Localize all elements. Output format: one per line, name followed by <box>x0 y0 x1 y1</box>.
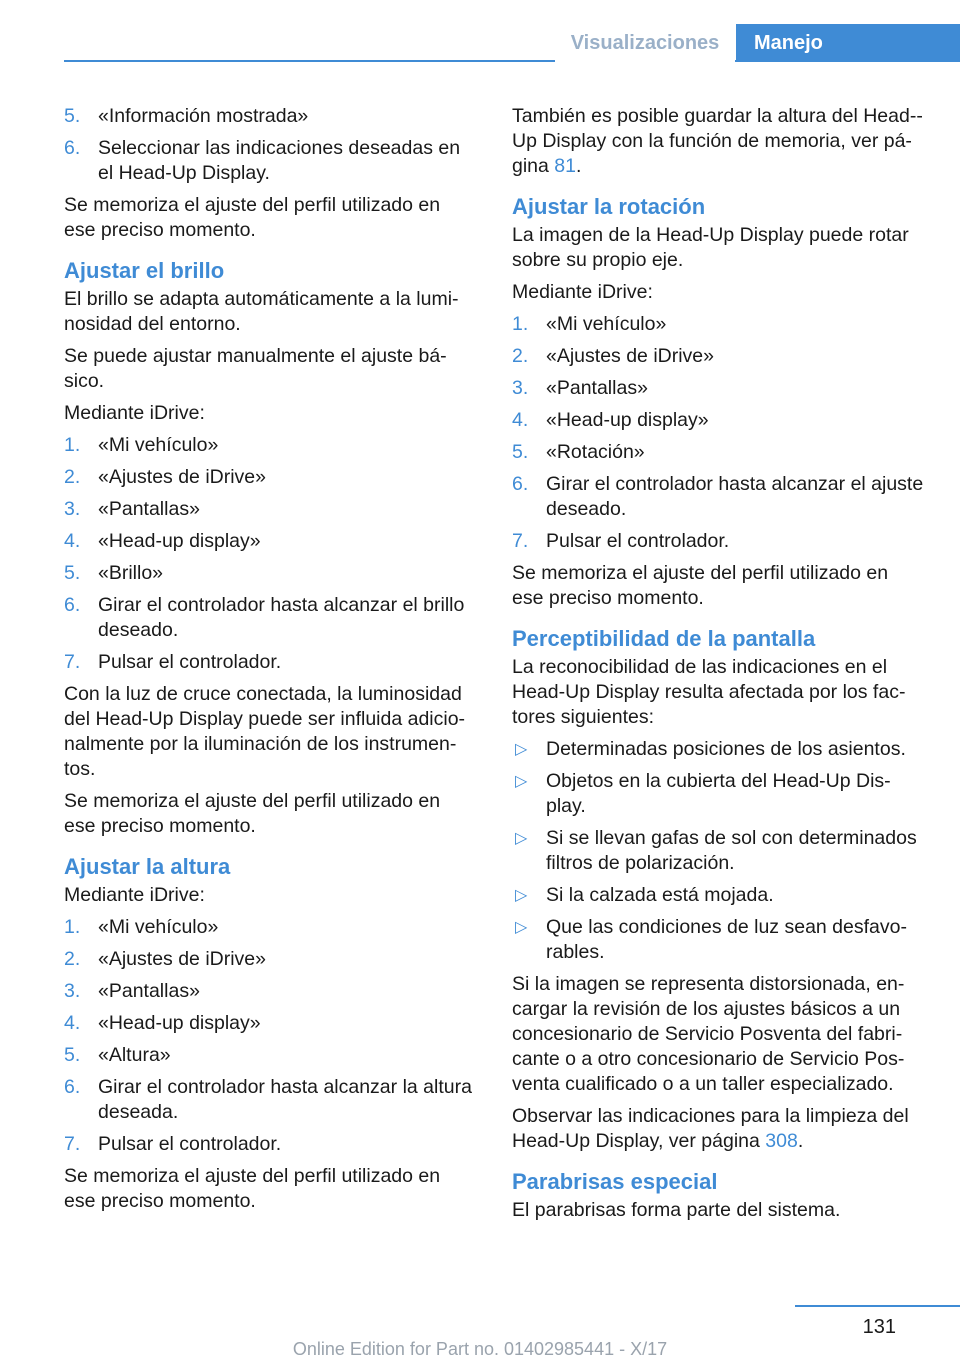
list-item: 4. «Head-up display» <box>64 530 261 552</box>
list-item: 1. «Mi vehículo» <box>64 916 219 938</box>
page-link-308[interactable]: 308 <box>765 1130 798 1152</box>
paragraph: También es posible guardar la altura del Head--Up Display con la función de memoria, ver pá-gina 81. <box>512 105 923 177</box>
paragraph: Mediante iDrive: <box>64 402 205 424</box>
paragraph: La reconocibilidad de las indicaciones en el Head-Up Display resulta afectada por los fac-tores siguientes: <box>512 656 906 728</box>
list-item: 4. «Head-up display» <box>64 1012 261 1034</box>
list-item: 6. Girar el controlador hasta alcanzar el ajuste deseado. <box>512 473 924 520</box>
list-item: 5. «Altura» <box>64 1044 171 1066</box>
list-item: 7. Pulsar el controlador. <box>64 1133 282 1155</box>
triangle-bullet-icon: ▷ <box>515 773 528 790</box>
paragraph: Mediante iDrive: <box>512 281 653 303</box>
list-item: 5. «Rotación» <box>512 441 645 463</box>
paragraph: Mediante iDrive: <box>64 884 205 906</box>
heading-ajustar-rotacion: Ajustar la rotación <box>512 194 706 219</box>
paragraph: Con la luz de cruce conectada, la luminosidad del Head-Up Display puede ser influida adicio-nalmente por la iluminación de los instrumen-tos. <box>64 683 466 780</box>
list-item: 3. «Pantallas» <box>64 980 200 1002</box>
top-steps-list <box>64 104 476 186</box>
triangle-bullet-icon: ▷ <box>515 887 528 904</box>
list-item: ▷ Si la calzada está mojada. <box>515 884 774 906</box>
list-item: ▷ Que las condiciones de luz sean desfavo-rables. <box>515 916 907 963</box>
list-item: 6. Seleccionar las indicaciones deseadas en el Head-Up Display. <box>64 137 461 184</box>
section-tab-manejo[interactable]: Manejo <box>736 24 960 62</box>
brillo-steps-list <box>64 433 476 675</box>
heading-parabrisas-especial: Parabrisas especial <box>512 1169 718 1194</box>
list-item: 5. «Brillo» <box>64 562 164 584</box>
factors-bullet-list <box>512 737 924 965</box>
list-item: 6. Girar el controlador hasta alcanzar el brillo deseado. <box>64 594 465 641</box>
paragraph: Se memoriza el ajuste del perfil utilizado en ese preciso momento. <box>512 562 889 609</box>
edition-footer: Online Edition for Part no. 01402985441 - X/17 <box>292 1339 668 1359</box>
paragraph: Se memoriza el ajuste del perfil utilizado en ese preciso momento. <box>64 790 441 837</box>
list-item: 6. Girar el controlador hasta alcanzar la altura deseada. <box>64 1076 472 1123</box>
paragraph: Se puede ajustar manualmente el ajuste bá-sico. <box>64 345 447 392</box>
triangle-bullet-icon: ▷ <box>515 919 528 936</box>
heading-perceptibilidad: Perceptibilidad de la pantalla <box>512 626 816 651</box>
left-column <box>64 104 476 1221</box>
list-item: 2. «Ajustes de iDrive» <box>512 345 714 367</box>
rotacion-steps-list <box>512 312 924 554</box>
list-item: 2. «Ajustes de iDrive» <box>64 466 266 488</box>
heading-ajustar-brillo: Ajustar el brillo <box>64 258 225 283</box>
paragraph: La imagen de la Head-Up Display puede rotar sobre su propio eje. <box>512 224 909 271</box>
page-link-81[interactable]: 81 <box>554 155 576 177</box>
section-tab-visualizaciones[interactable]: Visualizaciones <box>555 24 735 62</box>
list-item: 3. «Pantallas» <box>512 377 648 399</box>
altura-steps-list <box>64 915 476 1157</box>
heading-ajustar-altura: Ajustar la altura <box>64 854 231 879</box>
list-item: 2. «Ajustes de iDrive» <box>64 948 266 970</box>
list-item: 4. «Head-up display» <box>512 409 709 431</box>
list-item: ▷ Si se llevan gafas de sol con determinados filtros de polarización. <box>515 827 917 874</box>
paragraph: Se memoriza el ajuste del perfil utilizado en ese preciso momento. <box>64 1165 441 1212</box>
paragraph: Observar las indicaciones para la limpieza del Head-Up Display, ver página 308. <box>512 1105 909 1152</box>
triangle-bullet-icon: ▷ <box>515 830 528 847</box>
paragraph: El parabrisas forma parte del sistema. <box>512 1199 841 1221</box>
paragraph: El brillo se adapta automáticamente a la lumi-nosidad del entorno. <box>64 288 459 335</box>
paragraph: Se memoriza el ajuste del perfil utilizado en ese preciso momento. <box>64 194 441 241</box>
footer-rule <box>795 1305 960 1307</box>
list-item: 7. Pulsar el controlador. <box>64 651 282 673</box>
list-item: ▷ Objetos en la cubierta del Head-Up Dis-play. <box>515 770 891 817</box>
triangle-bullet-icon: ▷ <box>515 741 528 758</box>
list-item: 3. «Pantallas» <box>64 498 200 520</box>
list-item: 1. «Mi vehículo» <box>512 313 667 335</box>
page-number: 131 <box>862 1316 896 1338</box>
list-item: ▷ Determinadas posiciones de los asientos. <box>515 738 906 760</box>
paragraph: Si la imagen se representa distorsionada, en-cargar la revisión de los ajustes básicos a un concesionario de Servicio Posventa del fabri-cante o a otro concesionario de Servicio Pos-venta cualificado o a un taller especializado. <box>512 973 905 1095</box>
list-item: 5. «Información mostrada» <box>64 105 309 127</box>
right-column <box>512 104 924 1230</box>
list-item: 1. «Mi vehículo» <box>64 434 219 456</box>
list-item: 7. Pulsar el controlador. <box>512 530 730 552</box>
